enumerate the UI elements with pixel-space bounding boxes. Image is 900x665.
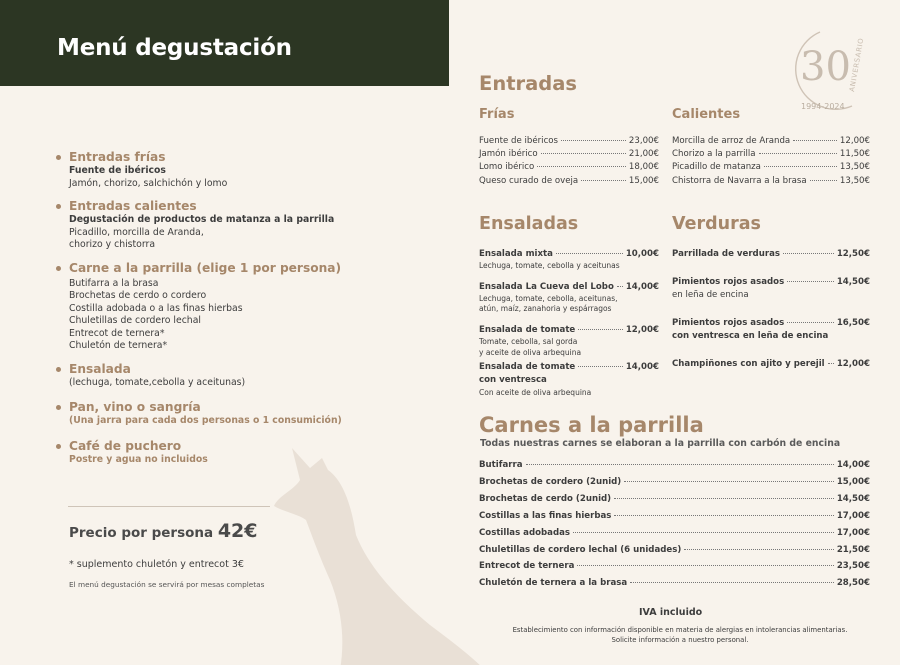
- tasting-menu: [56, 150, 346, 466]
- page-title: Menú degustación: [57, 35, 292, 61]
- section-line: Jamón, chorizo, salchichón y lomo: [69, 177, 228, 189]
- anniversary-logo-icon: [790, 24, 880, 114]
- item-description: Con aceite de oliva arbequina: [479, 387, 592, 397]
- section-ensalada: [56, 362, 346, 390]
- list-item: Ensalada La Cueva del Lobo 14,00€ Lechuga, tomate, cebolla, aceitunas, atún, maíz, zanahoria y espárragos: [479, 281, 659, 314]
- list-item: Chistorra de Navarra a la brasa 13,50€: [672, 175, 870, 186]
- list-item: Brochetas de cordero (2unid) 15,00€: [479, 476, 870, 487]
- section-heading: Entradas calientes: [69, 199, 197, 213]
- frias-list: [479, 135, 659, 188]
- list-item: Brochetas de cerdo (2unid) 14,50€: [479, 493, 870, 504]
- list-item: Ensalada de tomate 12,00€ Tomate, cebolla, sal gorda y aceite de oliva arbequina: [479, 324, 659, 357]
- price-label: Precio por persona: [69, 525, 214, 541]
- item-description: Lechuga, tomate, cebolla, aceitunas,: [479, 293, 618, 303]
- list-item: Costillas adobadas 17,00€: [479, 527, 870, 538]
- logo-years: 1994-2024: [801, 102, 845, 111]
- divider: [68, 506, 270, 507]
- section-entradas-frias: [56, 150, 346, 190]
- legal-line: Establecimiento con información disponible en materia de alergias en intolerancias alimentarias.: [512, 626, 848, 634]
- item-description: atún, maíz, zanahoria y espárragos: [479, 304, 612, 314]
- item-description: y aceite de oliva arbequina: [479, 347, 582, 357]
- supplement-note: * suplemento chuletón y entrecot 3€: [69, 559, 244, 570]
- legal-note: [490, 626, 870, 645]
- list-item: Parrillada de verduras 12,50€: [672, 249, 870, 259]
- list-item: Chuletillas de cordero lechal (6 unidades) 21,50€: [479, 544, 870, 555]
- legal-line: Solicite información a nuestro personal.: [611, 635, 749, 644]
- carnes-subtitle: Todas nuestras carnes se elaboran a la parrilla con carbón de encina: [480, 438, 841, 449]
- verduras-list: [672, 248, 870, 380]
- section-line: Picadillo, morcilla de Aranda,: [69, 226, 204, 238]
- price-per-person: [69, 520, 258, 542]
- table-note: El menú degustación se servirá por mesas completas: [69, 580, 265, 589]
- list-item: Morcilla de arroz de Aranda 12,00€: [672, 136, 870, 146]
- section-cafe: [56, 439, 346, 467]
- logo-word: ANIVERSARIO: [848, 37, 866, 93]
- iva-text: IVA incluido: [639, 607, 703, 618]
- section-line: chorizo y chistorra: [69, 239, 156, 250]
- list-item: Costillas a las finas hierbas 17,00€: [479, 510, 870, 521]
- entradas-heading: Entradas: [479, 72, 578, 95]
- title-bar: [0, 0, 449, 86]
- price-value: 42€: [217, 520, 258, 542]
- section-line: Brochetas de cerdo o cordero: [69, 290, 207, 301]
- section-line: Chuletillas de cordero lechal: [69, 315, 201, 326]
- section-line: Entrecot de ternera*: [69, 327, 165, 339]
- list-item: Picadillo de matanza 13,50€: [672, 162, 870, 173]
- list-item: Chorizo a la parrilla 11,50€: [672, 149, 870, 160]
- list-item: Queso curado de oveja 15,00€: [479, 175, 659, 186]
- item-description: Lechuga, tomate, cebolla y aceitunas: [479, 261, 620, 271]
- section-heading: Café de puchero: [69, 438, 182, 453]
- section-carne-parrilla: [56, 261, 346, 353]
- ensaladas-heading: Ensaladas: [479, 214, 579, 234]
- section-heading: Ensalada: [69, 361, 131, 376]
- section-entradas-calientes: [56, 199, 346, 252]
- section-line: Butifarra a la brasa: [69, 277, 159, 289]
- list-item: Butifarra 14,00€: [479, 460, 870, 470]
- list-item: Pimientos rojos asados 16,50€ con ventresca en leña de encina: [672, 318, 870, 341]
- ensaladas-list: [479, 248, 659, 407]
- list-item: Ensalada de tomate 14,00€ con ventresca Con aceite de oliva arbequina: [479, 362, 659, 397]
- calientes-heading: Calientes: [672, 107, 741, 122]
- section-heading: Entradas frías: [69, 150, 166, 164]
- list-item: Ensalada mixta 10,00€ Lechuga, tomate, cebolla y aceitunas: [479, 249, 659, 271]
- section-pan-vino: [56, 400, 346, 428]
- verduras-heading: Verduras: [672, 214, 761, 234]
- section-heading: Carne a la parrilla (elige 1 por persona): [69, 260, 342, 275]
- item-description: con ventresca en leña de encina: [672, 331, 829, 341]
- list-item: Chuletón de ternera a la brasa 28,50€: [479, 578, 870, 589]
- wolf-silhouette-icon: [270, 440, 500, 665]
- section-line: (lechuga, tomate,cebolla y aceitunas): [69, 376, 246, 388]
- frias-heading: Frías: [479, 107, 515, 122]
- list-item: Jamón ibérico 21,00€: [479, 149, 659, 160]
- calientes-list: [672, 135, 870, 188]
- logo-number: 30: [800, 44, 851, 90]
- section-bold-line: Fuente de ibéricos: [69, 165, 166, 176]
- carnes-list: [479, 457, 870, 592]
- item-description: en leña de encina: [672, 290, 749, 300]
- section-line: Costilla adobada o a las finas hierbas: [69, 302, 243, 314]
- list-item: Fuente de ibéricos 23,00€: [479, 136, 659, 146]
- list-item: Champiñones con ajito y perejil 12,00€: [672, 359, 870, 369]
- carnes-heading: Carnes a la parrilla: [479, 413, 704, 437]
- section-bold-line: Degustación de productos de matanza a la parrilla: [69, 214, 335, 225]
- list-item: Lomo ibérico 18,00€: [479, 162, 659, 173]
- section-bold-line: (Una jarra para cada dos personas o 1 consumición): [69, 415, 342, 426]
- list-item: Pimientos rojos asados 14,50€ en leña de encina: [672, 277, 870, 300]
- section-line: Chuletón de ternera*: [69, 340, 168, 351]
- list-item: Entrecot de ternera 23,50€: [479, 561, 870, 572]
- section-heading: Pan, vino o sangría: [69, 400, 201, 414]
- item-description: Tomate, cebolla, sal gorda: [479, 337, 578, 347]
- section-accent-line: Postre y agua no incluidos: [69, 453, 208, 465]
